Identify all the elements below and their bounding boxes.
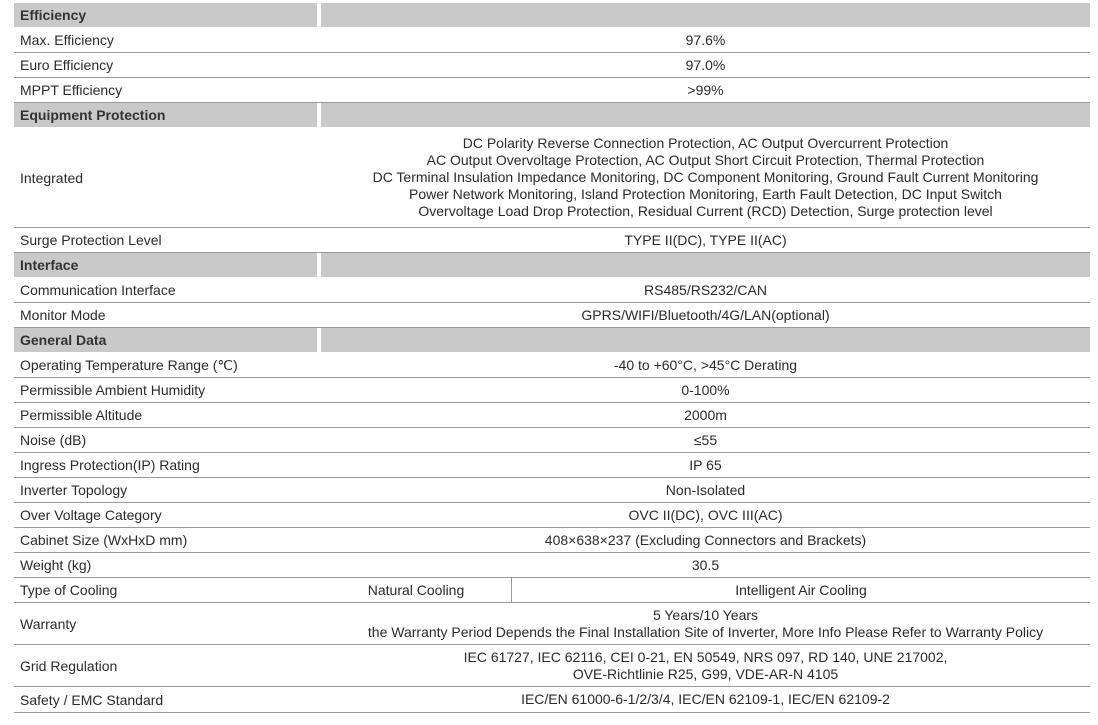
warranty-line-1: 5 Years/10 Years bbox=[652, 606, 759, 623]
row-label: Safety / EMC Standard bbox=[20, 691, 164, 708]
cooling-intelligent-air: Intelligent Air Cooling bbox=[735, 582, 867, 598]
row-altitude bbox=[14, 403, 1090, 428]
row-cabinet-size bbox=[14, 528, 1090, 553]
row-label: Max. Efficiency bbox=[20, 32, 114, 48]
row-max-efficiency bbox=[14, 28, 1090, 53]
spec-table bbox=[14, 3, 1090, 713]
section-general-data bbox=[14, 328, 1090, 352]
section-fill bbox=[321, 3, 1090, 27]
integrated-line-5: Overvoltage Load Drop Protection, Residual Current (RCD) Detection, Surge protection level bbox=[418, 203, 993, 219]
row-value: 408×638×237 (Excluding Connectors and Brackets) bbox=[544, 531, 867, 548]
row-label: Euro Efficiency bbox=[20, 57, 114, 73]
integrated-line-1: DC Polarity Reverse Connection Protection, AC Output Overcurrent Protection bbox=[462, 135, 949, 151]
grid-regulation-line-1: IEC 61727, IEC 62116, CEI 0-21, EN 50549, NRS 097, RD 140, UNE 217002, bbox=[463, 648, 948, 665]
section-title: Efficiency bbox=[14, 3, 317, 27]
row-label: Weight (kg) bbox=[20, 557, 92, 573]
row-label: Over Voltage Category bbox=[20, 507, 162, 523]
row-operating-temperature bbox=[14, 353, 1090, 378]
integrated-line-4: Power Network Monitoring, Island Protection Monitoring, Earth Fault Detection, DC Input Switch bbox=[409, 186, 1002, 202]
row-label: Grid Regulation bbox=[20, 657, 118, 674]
section-interface bbox=[14, 253, 1090, 277]
row-inverter-topology bbox=[14, 478, 1090, 503]
row-value: TYPE II(DC), TYPE II(AC) bbox=[624, 231, 787, 248]
row-value-multiline bbox=[321, 645, 1090, 686]
row-value: >99% bbox=[687, 81, 724, 98]
row-label: Noise (dB) bbox=[20, 432, 87, 448]
row-label: Surge Protection Level bbox=[20, 232, 162, 248]
row-mppt-efficiency bbox=[14, 78, 1090, 103]
row-value: 97.0% bbox=[685, 56, 726, 73]
row-label: Integrated bbox=[20, 169, 84, 186]
row-label: MPPT Efficiency bbox=[20, 82, 123, 98]
row-safety-emc bbox=[14, 687, 1090, 713]
row-value: IEC/EN 61000-6-1/2/3/4, IEC/EN 62109-1, IEC/EN 62109-2 bbox=[521, 691, 890, 707]
grid-regulation-line-2: OVE-Richtlinie R25, G99, VDE-AR-N 4105 bbox=[572, 665, 839, 682]
integrated-line-3: DC Terminal Insulation Impedance Monitoring, DC Component Monitoring, Ground Fault Current Monitoring bbox=[372, 169, 1039, 185]
row-label: Warranty bbox=[20, 615, 77, 632]
row-label: Ingress Protection(IP) Rating bbox=[20, 457, 200, 473]
warranty-line-2: the Warranty Period Depends the Final Installation Site of Inverter, More Info Please Refer to Warranty Policy bbox=[367, 623, 1044, 640]
row-cooling bbox=[14, 578, 1090, 603]
section-fill bbox=[321, 328, 1090, 352]
row-monitor-mode bbox=[14, 303, 1090, 328]
row-value: IP 65 bbox=[689, 456, 722, 473]
row-integrated bbox=[14, 128, 1090, 228]
row-communication-interface bbox=[14, 278, 1090, 303]
section-equipment-protection bbox=[14, 103, 1090, 127]
row-euro-efficiency bbox=[14, 53, 1090, 78]
row-surge-protection bbox=[14, 228, 1090, 253]
cooling-natural: Natural Cooling bbox=[321, 578, 512, 602]
row-over-voltage-category bbox=[14, 503, 1090, 528]
row-noise bbox=[14, 428, 1090, 453]
row-label: Communication Interface bbox=[20, 282, 176, 298]
row-value: OVC II(DC), OVC III(AC) bbox=[628, 506, 783, 523]
row-value: 0-100% bbox=[681, 381, 730, 398]
row-grid-regulation bbox=[14, 645, 1090, 687]
row-label: Monitor Mode bbox=[20, 307, 106, 323]
section-title: Interface bbox=[14, 253, 317, 277]
row-value: ≤55 bbox=[693, 431, 718, 448]
row-label: Inverter Topology bbox=[20, 482, 128, 498]
row-value: RS485/RS232/CAN bbox=[644, 281, 767, 298]
row-value: 30.5 bbox=[691, 556, 720, 573]
row-value: GPRS/WIFI/Bluetooth/4G/LAN(optional) bbox=[581, 306, 830, 323]
row-ambient-humidity bbox=[14, 378, 1090, 403]
section-title: Equipment Protection bbox=[14, 103, 317, 127]
row-label: Permissible Altitude bbox=[20, 407, 143, 423]
row-label: Operating Temperature Range (℃) bbox=[20, 356, 238, 373]
row-value-multiline bbox=[321, 603, 1090, 644]
section-fill bbox=[321, 103, 1090, 127]
row-label: Permissible Ambient Humidity bbox=[20, 382, 206, 398]
cooling-split-cells bbox=[321, 578, 1090, 602]
row-ingress-protection bbox=[14, 453, 1090, 478]
row-label: Cabinet Size (WxHxD mm) bbox=[20, 532, 188, 548]
integrated-line-2: AC Output Overvoltage Protection, AC Output Short Circuit Protection, Thermal Protection bbox=[426, 152, 985, 168]
row-value: -40 to +60°C, >45°C Derating bbox=[613, 356, 798, 373]
row-value-multiline bbox=[321, 128, 1090, 227]
row-label: Type of Cooling bbox=[20, 582, 118, 598]
row-value: Non-Isolated bbox=[665, 481, 746, 498]
row-weight bbox=[14, 553, 1090, 578]
section-fill bbox=[321, 253, 1090, 277]
row-value: 97.6% bbox=[685, 31, 726, 48]
section-title: General Data bbox=[14, 328, 317, 352]
section-efficiency bbox=[14, 3, 1090, 27]
row-value: 2000m bbox=[684, 406, 727, 423]
row-warranty bbox=[14, 603, 1090, 645]
